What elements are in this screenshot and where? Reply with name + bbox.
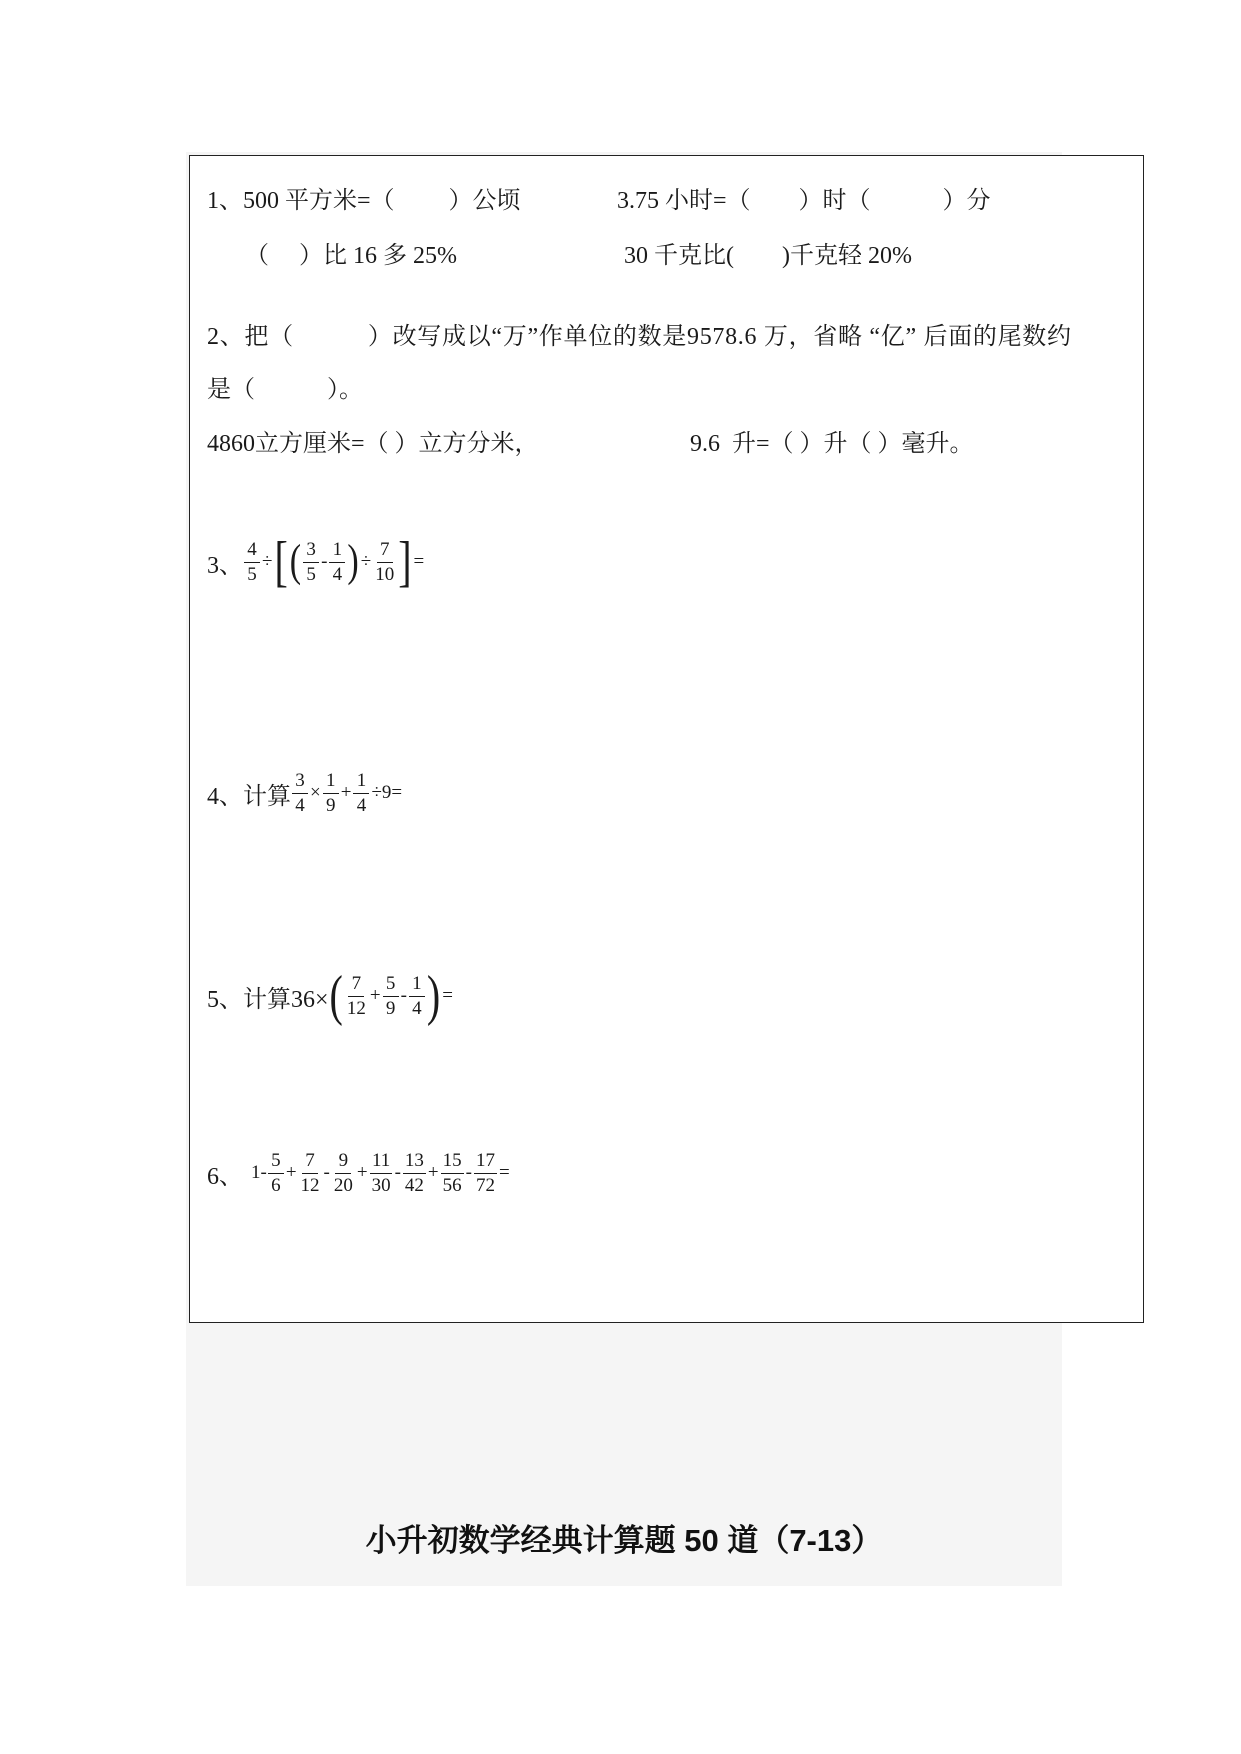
right-square-bracket: ] [398,529,412,593]
expression-tail: ÷9= [371,782,403,803]
fraction [370,1150,393,1197]
numerator: 3 [303,539,319,563]
denominator: 12 [300,1174,320,1196]
fraction [409,973,425,1020]
right-paren: ) [347,536,359,587]
equals-sign: = [498,1162,510,1183]
q6-number: 6、 [207,1163,243,1190]
left-square-bracket: [ [274,529,288,593]
equals-sign: = [442,985,453,1006]
q4-number: 4、计算 [207,783,291,810]
q3-expression [207,530,425,594]
q5-number: 5、计算36× [207,986,329,1013]
numerator: 1 [409,973,425,997]
q2-line2: 是（ ）。 [207,377,363,403]
numerator: 17 [474,1150,497,1174]
fraction [303,539,319,586]
plus-sign: + [285,1162,297,1183]
q1-line1-left: 1、500 平方米=（ ）公顷 [207,188,521,214]
minus-sign: - [465,1162,472,1183]
denominator: 6 [271,1174,281,1196]
fraction [345,973,368,1020]
denominator: 9 [325,794,336,816]
plus-sign: + [340,782,352,803]
right-paren: ) [426,963,441,1027]
q2-line3-right: 9.6 升=（ ）升（ ）毫升。 [690,431,974,457]
q1-line2-left: （ ）比 16 多 25% [245,243,457,269]
numerator: 1 [329,539,345,563]
denominator: 4 [412,997,422,1019]
q1-line2-right: 30 千克比( )千克轻 20% [624,243,912,269]
denominator: 10 [375,563,395,585]
numerator: 1 [353,770,369,794]
denominator: 4 [295,794,305,816]
minus-sign: - [323,1162,330,1183]
divide-sign: ÷ [262,551,273,572]
fraction [383,973,399,1020]
fraction [292,770,308,817]
numerator: 7 [348,973,364,997]
expression-lead: 1- [251,1162,267,1183]
q6-expression [207,1141,511,1205]
numerator: 7 [377,539,393,563]
denominator: 9 [385,997,396,1019]
left-paren: ( [329,963,343,1027]
denominator: 30 [371,1174,391,1196]
fraction [373,539,396,586]
q5-expression [207,964,454,1028]
fraction [403,1150,426,1197]
minus-sign: - [321,551,328,572]
q2-line3-left: 4860立方厘米=（ ）立方分米， [207,431,539,457]
numerator: 15 [441,1150,464,1174]
fraction [329,539,345,586]
fraction [441,1150,464,1197]
q1-line1-right: 3.75 小时=（ ）时（ ）分 [617,188,991,214]
fraction [268,1150,284,1197]
numerator: 3 [292,770,308,794]
denominator: 12 [346,997,366,1019]
fraction [323,770,339,817]
numerator: 5 [268,1150,284,1174]
left-paren: ( [289,536,302,587]
denominator: 20 [333,1174,353,1196]
plus-sign: + [356,1162,368,1183]
denominator: 42 [404,1174,424,1196]
fraction [332,1150,355,1197]
numerator: 7 [302,1150,318,1174]
fraction [244,539,260,586]
denominator: 5 [306,563,316,585]
denominator: 4 [332,563,343,585]
numerator: 11 [370,1150,392,1174]
plus-sign: + [427,1162,439,1183]
minus-sign: - [400,985,407,1006]
worksheet-box [189,155,1144,1323]
numerator: 4 [244,539,260,563]
denominator: 4 [356,794,367,816]
plus-sign: + [369,985,381,1006]
divide-sign: ÷ [360,551,372,572]
denominator: 5 [247,563,257,585]
page-heading: 小升初数学经典计算题 50 道（7-13） [365,1523,883,1558]
numerator: 5 [383,973,399,997]
fraction [474,1150,497,1197]
numerator: 9 [335,1150,351,1174]
numerator: 1 [323,770,339,794]
denominator: 72 [475,1174,495,1196]
denominator: 56 [442,1174,462,1196]
multiply-sign: × [310,782,321,803]
q3-number: 3、 [207,552,243,579]
equals-sign: = [413,551,425,572]
fraction [299,1150,322,1197]
numerator: 13 [403,1150,426,1174]
q4-expression [207,761,403,825]
q2-line1: 2、把（ ）改写成以“万”作单位的数是9578.6 万，省略 “亿” 后面的尾数约 [207,324,1072,350]
minus-sign: - [394,1162,401,1183]
fraction [353,770,369,817]
